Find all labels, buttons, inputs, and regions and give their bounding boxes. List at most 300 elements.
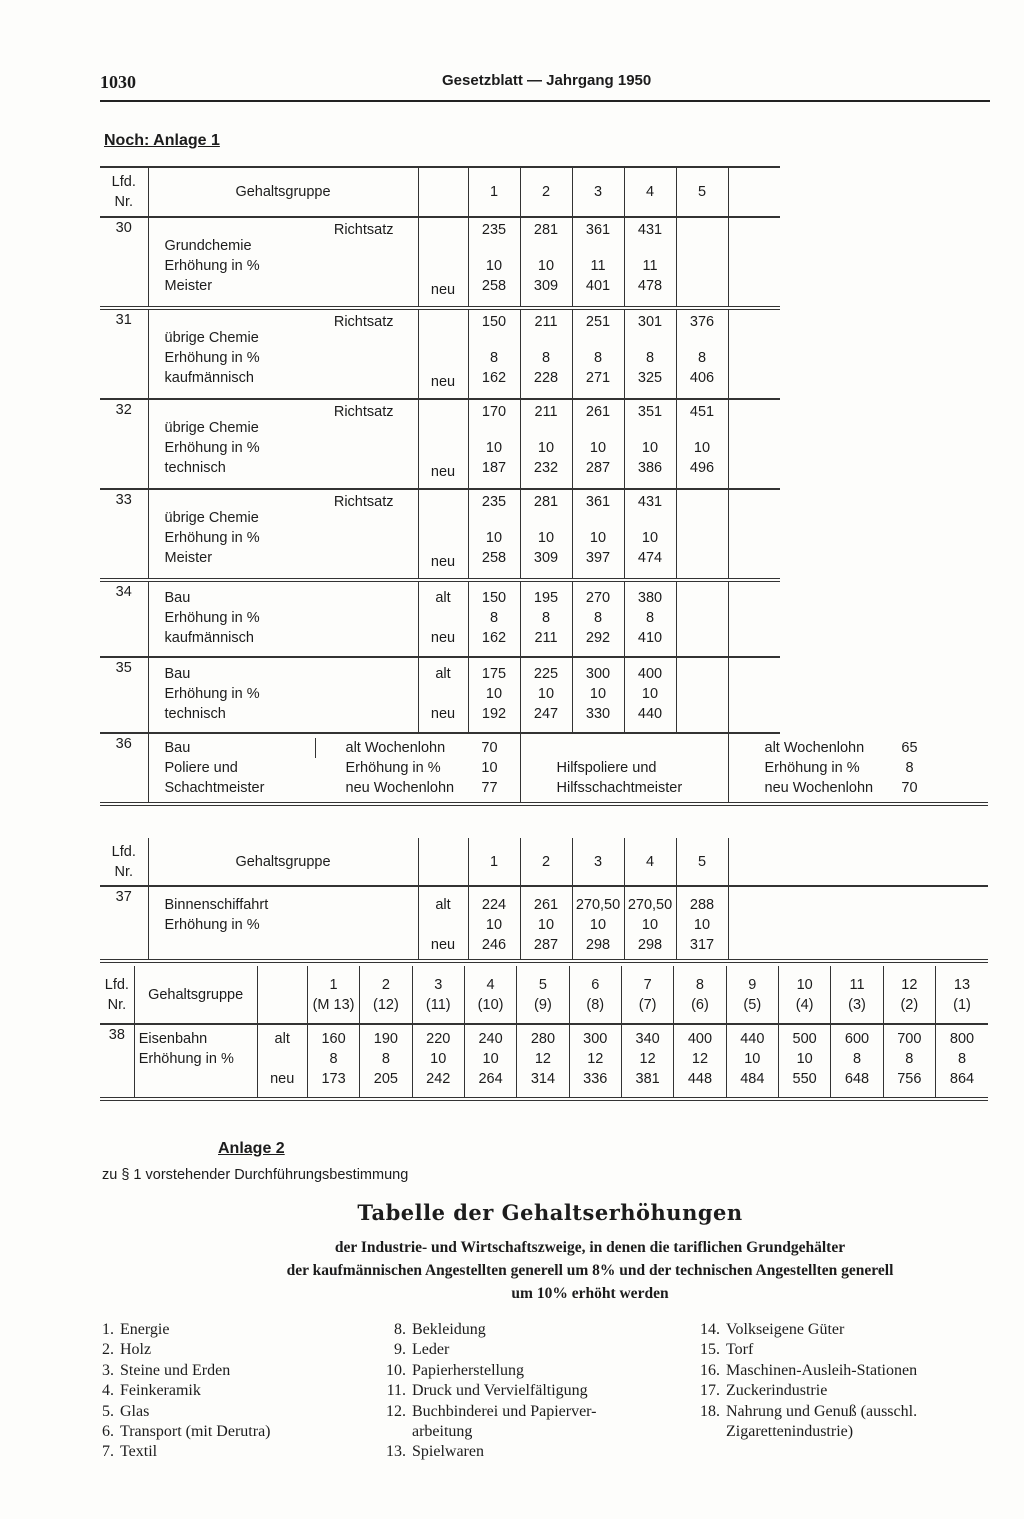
industry-list-item xyxy=(380,1442,597,1462)
table-row xyxy=(100,399,988,489)
row-value-line: 225 xyxy=(533,666,559,682)
row-value-line: 10 xyxy=(430,1051,447,1067)
industry-list-item xyxy=(694,1381,917,1401)
industry-list-label: Volkseigene Güter xyxy=(726,1321,845,1338)
row-blank xyxy=(728,657,780,733)
row-gruppe-line: Erhöhung in % xyxy=(164,917,260,933)
row-value xyxy=(831,1024,883,1099)
table-row-36 xyxy=(100,733,988,804)
row-mark-line xyxy=(423,608,464,628)
row-value-line: 600 xyxy=(844,1031,870,1047)
row-value-line: 8 xyxy=(593,350,603,366)
row-mark-line xyxy=(423,512,464,532)
row-blank xyxy=(728,489,780,580)
row-value xyxy=(676,217,728,308)
table-row xyxy=(100,217,988,308)
row36-label: alt Wochenlohn xyxy=(764,740,865,756)
row-value-line: 8 xyxy=(489,350,499,366)
row36-label: Erhöhung in % xyxy=(764,760,860,776)
row-value-line: 187 xyxy=(481,460,507,476)
row-gruppe-line: technisch xyxy=(164,706,226,722)
industry-list-label: Zigarettenindustrie) xyxy=(726,1423,854,1441)
header-col-line: 3 xyxy=(434,976,443,993)
row-value-line: 205 xyxy=(373,1071,398,1087)
row-mark xyxy=(418,399,468,489)
row-value xyxy=(624,886,676,961)
row-value-line: 10 xyxy=(485,530,503,546)
header-col xyxy=(360,966,412,1024)
industry-list-col2 xyxy=(380,1320,597,1463)
row-value-line xyxy=(681,276,724,296)
row-gruppe-line: kaufmännisch xyxy=(164,370,254,386)
header-col-line: 8 xyxy=(695,976,704,993)
row-mark-line: neu xyxy=(430,630,456,646)
row-value-line: 10 xyxy=(485,440,503,456)
header-lfd-part: Nr. xyxy=(107,996,127,1013)
row-value-line: 220 xyxy=(426,1031,451,1047)
header-gehaltsgruppe: Gehaltsgruppe xyxy=(134,966,257,1024)
row-value xyxy=(468,308,520,399)
row-value-line: 431 xyxy=(637,222,663,238)
row-value xyxy=(360,1024,412,1099)
row-mark-line xyxy=(423,224,464,240)
header-col-line: (M 13) xyxy=(312,996,355,1013)
row-value xyxy=(520,580,572,657)
industry-list-number: 9. xyxy=(394,1341,406,1359)
industry-list-number: 13. xyxy=(386,1443,406,1461)
row-value-line xyxy=(681,628,724,648)
row-value-line: 10 xyxy=(537,440,555,456)
row-gruppe xyxy=(148,580,418,657)
header-gehaltsgruppe: Gehaltsgruppe xyxy=(148,167,418,217)
row-gruppe-line: Erhöhung in % xyxy=(164,440,260,456)
row-gruppe-line: Eisenbahn xyxy=(138,1031,208,1047)
row-mark xyxy=(418,580,468,657)
row-value-line: 8 xyxy=(697,350,707,366)
industry-list-label: Textil xyxy=(120,1443,158,1461)
table-anlage1-part3 xyxy=(100,966,988,1101)
row-value xyxy=(468,580,520,657)
industry-list-number: 10. xyxy=(386,1361,406,1379)
row-value-line: 300 xyxy=(585,666,611,682)
row-value-line: 440 xyxy=(637,706,663,722)
row-gruppe-line: kaufmännisch xyxy=(164,630,254,646)
row-value-line: 281 xyxy=(533,222,559,238)
industry-list-number: 6. xyxy=(102,1423,114,1441)
table-description: der Industrie- und Wirtschaftszweige, in denen die tariflichen Grundgehälter der kaufmännischen Angestellten generell um 8% und der technischen Angestellten generell um 10% erhöht werden xyxy=(286,1239,894,1302)
header-col: 5 xyxy=(676,167,728,217)
row-value-line: 397 xyxy=(585,550,611,566)
row-value-line xyxy=(681,548,724,568)
header-col xyxy=(674,966,726,1024)
header-col xyxy=(883,966,935,1024)
row-value-line: 258 xyxy=(481,550,507,566)
industry-list-number: 5. xyxy=(102,1402,114,1420)
row-mark-line xyxy=(423,406,464,422)
industry-list-label: Nahrung und Genuß (ausschl. xyxy=(726,1402,918,1420)
industry-list-item xyxy=(694,1320,917,1340)
row-mark-line xyxy=(423,684,464,704)
row-value-line: 336 xyxy=(583,1071,608,1087)
industry-list-label: Bekleidung xyxy=(412,1321,486,1338)
header-col-line: (10) xyxy=(477,996,504,1013)
header-lfd-part: Nr. xyxy=(114,863,134,880)
header-col-line: (11) xyxy=(425,996,451,1013)
row-value xyxy=(520,399,572,489)
header-col-line: 1 xyxy=(329,976,338,993)
row-gruppe xyxy=(134,1024,257,1099)
row-value-line: 410 xyxy=(637,630,663,646)
row-value-line: 10 xyxy=(485,686,503,702)
row-value-line: 224 xyxy=(481,897,507,913)
row-value-line xyxy=(577,236,620,256)
row-value xyxy=(883,1024,935,1099)
row-nr: 37 xyxy=(100,886,148,961)
row-nr: 35 xyxy=(100,657,148,733)
anlage2-subtitle: zu § 1 vorstehender Durchführungsbestimmung xyxy=(102,1167,409,1183)
header-col-line: (4) xyxy=(795,996,814,1013)
row-value-line: 287 xyxy=(585,460,611,476)
industry-list-label: Steine und Erden xyxy=(120,1361,231,1379)
row-mark-line xyxy=(423,352,464,372)
header-col-line: 12 xyxy=(901,976,918,993)
row-value xyxy=(464,1024,516,1099)
row36-wochenlohn-line xyxy=(346,738,510,758)
industry-list-col3 xyxy=(694,1320,917,1442)
row-gruppe-line: übrige Chemie xyxy=(164,420,259,436)
row-nr: 34 xyxy=(100,580,148,657)
row-value-line: 261 xyxy=(585,404,611,420)
header-lfd-part: Lfd. xyxy=(104,976,129,993)
header-col: 3 xyxy=(572,838,624,886)
table-row-38 xyxy=(100,1024,988,1099)
row-value-line: 448 xyxy=(687,1071,713,1087)
row-value xyxy=(572,886,624,961)
row-value-line xyxy=(681,528,724,548)
row-value xyxy=(624,399,676,489)
row-mark-line: alt xyxy=(435,590,451,606)
row36-value: 70 xyxy=(481,740,498,756)
row-value-line: 258 xyxy=(481,278,507,294)
row-value-line: 550 xyxy=(792,1071,817,1087)
row-value-line: 175 xyxy=(481,666,507,682)
row-value-line xyxy=(629,508,672,528)
row-value-line: 10 xyxy=(693,917,711,933)
row-value-line: 301 xyxy=(637,314,663,330)
row-mark-line xyxy=(423,422,464,442)
row-value-line: 864 xyxy=(949,1071,975,1087)
table-anlage1-part2 xyxy=(100,838,988,963)
row36-right xyxy=(728,733,988,804)
row-value xyxy=(468,217,520,308)
row-value-line: 211 xyxy=(534,630,558,646)
industry-list-item xyxy=(380,1422,597,1442)
row-value-line: 246 xyxy=(481,937,507,953)
row-richtsatz: Richtsatz xyxy=(333,222,394,238)
industry-list-item xyxy=(92,1381,271,1401)
industry-list-number: 17. xyxy=(700,1382,720,1400)
row-value xyxy=(624,580,676,657)
row-value-line: 8 xyxy=(329,1051,338,1067)
table-row xyxy=(100,308,988,399)
row-value-line: 247 xyxy=(533,706,559,722)
row-value-line: 10 xyxy=(537,258,555,274)
row-gruppe-line: Erhöhung in % xyxy=(164,686,260,702)
industry-list-item xyxy=(380,1361,597,1381)
row-gruppe-line: Bau xyxy=(164,666,191,682)
row-mark xyxy=(418,308,468,399)
industry-list-label: Druck und Vervielfältigung xyxy=(412,1382,588,1400)
row-value xyxy=(520,489,572,580)
industry-list-label: Buchbinderei und Papierver- xyxy=(412,1402,597,1420)
industry-list-label: Spielwaren xyxy=(412,1443,484,1461)
row-value xyxy=(676,308,728,399)
row-value-line: 232 xyxy=(533,460,559,476)
row-value-line xyxy=(681,508,724,528)
row-value-line: 756 xyxy=(897,1071,922,1087)
row-value-line: 150 xyxy=(481,590,507,606)
row-value xyxy=(674,1024,726,1099)
row-value-line: 240 xyxy=(478,1031,503,1047)
header-col-line: (5) xyxy=(743,996,762,1013)
row-gruppe-line: Erhöhung in % xyxy=(138,1051,234,1067)
row-value-line: 10 xyxy=(485,917,503,933)
page-header-title: Gesetzblatt — Jahrgang 1950 xyxy=(442,72,652,89)
row-mark xyxy=(257,1024,307,1099)
industry-list-label: Holz xyxy=(120,1341,152,1359)
industry-list-number: 14. xyxy=(700,1321,720,1338)
row-value-line: 380 xyxy=(637,590,663,606)
row-gruppe xyxy=(148,657,418,733)
row-value-line: 8 xyxy=(852,1051,862,1067)
row-value-line: 150 xyxy=(481,314,507,330)
industry-list-label: Zuckerindustrie xyxy=(726,1382,828,1400)
header-col-line: (6) xyxy=(691,996,709,1013)
row-richtsatz: Richtsatz xyxy=(333,404,394,420)
row-value-line: 10 xyxy=(589,686,607,702)
header-gehaltsgruppe: Gehaltsgruppe xyxy=(148,838,418,886)
row-value-line: 376 xyxy=(689,314,715,330)
row-value-line: 8 xyxy=(905,1051,914,1067)
header-col-line: 10 xyxy=(796,976,813,993)
header-col: 4 xyxy=(624,838,676,886)
row-value xyxy=(624,217,676,308)
row-mark-line xyxy=(423,240,464,260)
table-anlage1-part1 xyxy=(100,166,988,806)
row-value-line: 309 xyxy=(533,278,559,294)
row-value-line: 287 xyxy=(533,937,559,953)
table-heading: Tabelle der Gehaltserhöhungen xyxy=(357,1200,743,1225)
header-col: 1 xyxy=(468,838,520,886)
row-value-line xyxy=(577,418,620,438)
row-nr: 30 xyxy=(100,217,148,308)
header-col: 3 xyxy=(572,167,624,217)
row-value-line: 8 xyxy=(645,610,655,626)
row-value-line: 270,50 xyxy=(575,897,621,913)
row-value-line xyxy=(681,664,724,684)
row-value-line xyxy=(577,508,620,528)
row-value xyxy=(572,657,624,733)
industry-list-item xyxy=(92,1320,271,1340)
row-richtsatz: Richtsatz xyxy=(333,314,394,330)
industry-list-item xyxy=(92,1361,271,1381)
row-value-line: 474 xyxy=(637,550,663,566)
row-value-line: 228 xyxy=(533,370,559,386)
row-mark-line xyxy=(423,442,464,462)
row-value xyxy=(569,1024,621,1099)
row-value-line: 288 xyxy=(689,897,715,913)
header-col-line: 6 xyxy=(591,976,600,993)
row-value xyxy=(624,489,676,580)
header-col-line: 13 xyxy=(953,976,971,993)
row-value-line xyxy=(681,704,724,724)
row-value-line: 292 xyxy=(585,630,611,646)
row36-label: neu Wochenlohn xyxy=(764,780,874,796)
row-value-line: 242 xyxy=(426,1071,451,1087)
header-col xyxy=(726,966,778,1024)
row-mark-line: neu xyxy=(430,282,456,298)
row-mark-line: neu xyxy=(430,937,456,953)
industry-list-label: Maschinen-Ausleih-Stationen xyxy=(726,1361,918,1379)
industry-list-label: Feinkeramik xyxy=(120,1382,201,1400)
row-value xyxy=(624,657,676,733)
row36-right-line xyxy=(765,758,985,778)
header-col xyxy=(569,966,621,1024)
row-value xyxy=(468,489,520,580)
row-value-line: 251 xyxy=(585,314,611,330)
row36-right-line xyxy=(765,778,985,798)
row-mark-line: alt xyxy=(435,666,451,682)
row-value-line: 235 xyxy=(481,222,507,238)
row-mark xyxy=(418,886,468,961)
row-value-line: 309 xyxy=(533,550,559,566)
header-blank xyxy=(728,838,988,886)
row-value-line: 298 xyxy=(585,937,611,953)
industry-list-col1 xyxy=(92,1320,271,1463)
row-value-line: 8 xyxy=(957,1051,967,1067)
row-value-line xyxy=(681,492,724,508)
row-value-line: 12 xyxy=(691,1051,709,1067)
header-lfd-part: Nr. xyxy=(114,194,134,210)
row-value-line: 12 xyxy=(534,1051,551,1067)
header-rule xyxy=(100,100,990,102)
row-value-line: 195 xyxy=(533,590,559,606)
row36-gruppe-line: Schachtmeister xyxy=(164,780,265,796)
row-value-line: 160 xyxy=(321,1031,346,1047)
row-value-line: 281 xyxy=(533,494,559,510)
row-value xyxy=(468,399,520,489)
row-nr: 38 xyxy=(100,1024,134,1099)
row-mark-line xyxy=(423,260,464,280)
row-value-line: 451 xyxy=(689,404,715,420)
industry-list-label: Torf xyxy=(726,1341,754,1359)
row-value-line xyxy=(473,418,516,438)
table-row xyxy=(100,657,988,733)
row-mark-line xyxy=(423,332,464,352)
industry-list-item xyxy=(694,1402,917,1422)
row-nr: 33 xyxy=(100,489,148,580)
row-richtsatz: Richtsatz xyxy=(333,494,394,510)
header-blank xyxy=(257,966,307,1024)
row-value-line: 11 xyxy=(590,258,606,274)
row-value-line: 173 xyxy=(321,1071,346,1087)
row-value xyxy=(572,217,624,308)
row-value xyxy=(572,399,624,489)
page-number: 1030 xyxy=(100,72,136,92)
row-mark xyxy=(418,657,468,733)
row-gruppe-line: Meister xyxy=(164,278,213,294)
row36-value: 77 xyxy=(481,780,498,796)
industry-list-label: Papierherstellung xyxy=(412,1361,524,1379)
industry-list-item xyxy=(380,1381,597,1401)
row-value-line: 496 xyxy=(689,460,715,476)
row-value-line: 8 xyxy=(489,610,499,626)
row-value-line: 314 xyxy=(530,1071,556,1087)
row-value-line: 406 xyxy=(689,370,715,386)
row-value xyxy=(520,657,572,733)
row-value-line: 10 xyxy=(641,917,659,933)
row-value xyxy=(517,1024,569,1099)
header-blank xyxy=(418,167,468,217)
row-value-line: 10 xyxy=(537,530,555,546)
row-value-line xyxy=(525,328,568,348)
table-row xyxy=(100,489,988,580)
row-value-line: 170 xyxy=(481,404,507,420)
row-value-line: 10 xyxy=(641,530,659,546)
industry-list-number: 12. xyxy=(386,1402,406,1420)
row-value-line: 330 xyxy=(585,706,611,722)
row36-gruppe-line: Bau xyxy=(164,740,191,756)
row-value-line: 478 xyxy=(637,278,663,294)
row-blank xyxy=(728,399,780,489)
industry-list-item xyxy=(380,1320,597,1340)
table-row-37 xyxy=(100,886,988,961)
row-value-line: 162 xyxy=(481,370,507,386)
row-value xyxy=(621,1024,673,1099)
row-mark-line xyxy=(423,496,464,512)
row-value-line: 800 xyxy=(949,1031,975,1047)
row-value-line: 340 xyxy=(635,1031,660,1047)
header-col-line: (9) xyxy=(534,996,552,1013)
row-value-line: 700 xyxy=(897,1031,922,1047)
table-header-row xyxy=(100,838,988,886)
row-value-line: 10 xyxy=(796,1051,813,1067)
industry-list-number: 1. xyxy=(102,1321,114,1338)
header-col: 2 xyxy=(520,838,572,886)
row-value-line xyxy=(681,236,724,256)
row36-label: Erhöhung in % xyxy=(345,760,441,776)
header-col xyxy=(778,966,830,1024)
header-col xyxy=(464,966,516,1024)
row-mark-line xyxy=(423,915,464,935)
row-value-line xyxy=(629,418,672,438)
row-value-line xyxy=(473,328,516,348)
row36-wochenlohn xyxy=(316,738,510,796)
row-value-line: 10 xyxy=(693,440,711,456)
row-mark-line: alt xyxy=(274,1031,290,1047)
row-value-line: 270,50 xyxy=(627,897,673,913)
row-value-line xyxy=(473,508,516,528)
industry-list-item xyxy=(380,1340,597,1360)
header-col-line: 5 xyxy=(538,976,547,993)
industry-list-item xyxy=(380,1402,597,1422)
row-value-line: 12 xyxy=(639,1051,656,1067)
row-value xyxy=(572,489,624,580)
row-value xyxy=(676,580,728,657)
industry-list-item xyxy=(92,1422,271,1442)
row-value-line: 10 xyxy=(589,530,607,546)
row-value xyxy=(468,886,520,961)
